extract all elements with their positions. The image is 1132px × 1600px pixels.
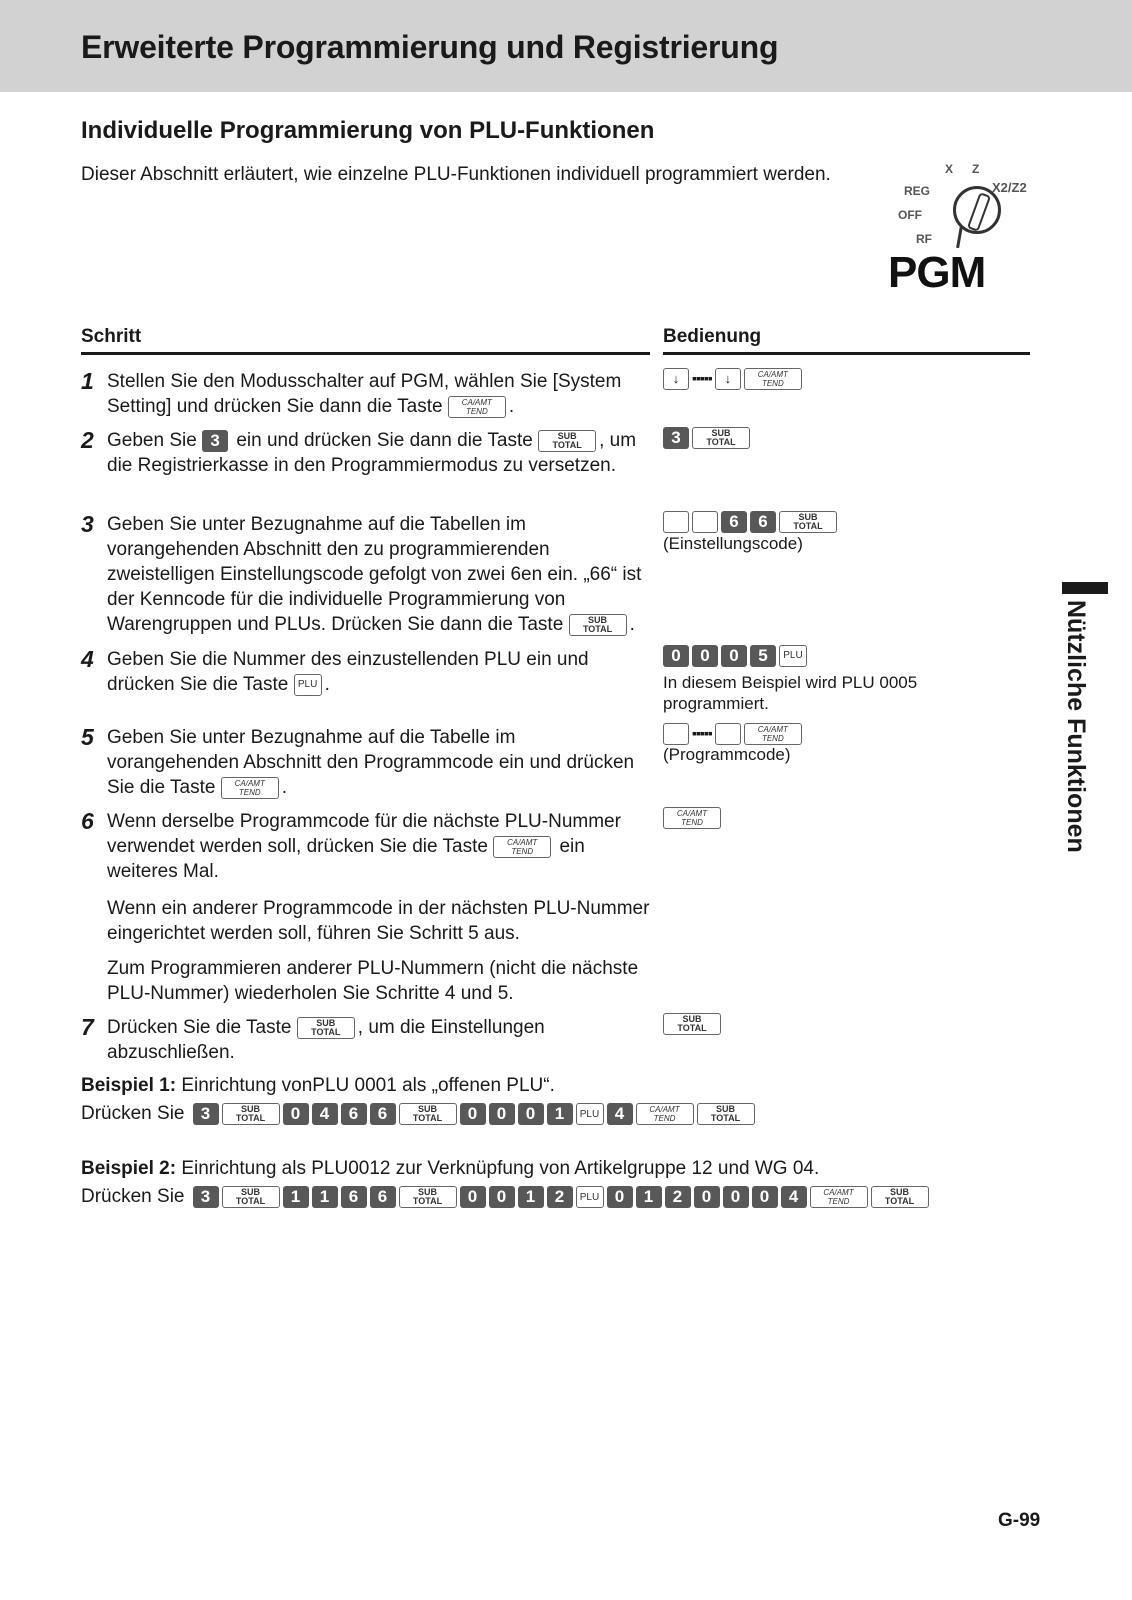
repeat-dots: ▪▪▪▪▪ — [692, 370, 712, 387]
plu-key: PLU — [294, 674, 322, 696]
column-header-operation: Bedienung — [663, 326, 1030, 355]
step-number: 5 — [81, 724, 94, 750]
step-number: 2 — [81, 427, 94, 453]
dial-label-x: X — [945, 162, 954, 176]
subtotal-key: SUB TOTAL — [399, 1186, 457, 1208]
caamt-tend-key: CA/AMT TEND — [663, 807, 721, 829]
dial-label-rf: RF — [916, 232, 932, 246]
caamt-tend-key: CA/AMT TEND — [810, 1186, 868, 1208]
step-4: 4 Geben Sie die Nummer des einzustellenden PLU ein und drücken Sie die Taste PLU . — [81, 646, 589, 695]
digit-key: 5 — [750, 645, 776, 667]
caamt-tend-key: CA/AMT TEND — [744, 368, 802, 390]
digit-key: 0 — [518, 1103, 544, 1125]
digit-key: 1 — [283, 1186, 309, 1208]
digit-key: 6 — [341, 1186, 367, 1208]
digit-key: 3 — [663, 427, 689, 449]
operation-step-5 — [663, 722, 805, 745]
digit-key: 6 — [721, 511, 747, 533]
step-1: 1 Stellen Sie den Modusschalter auf PGM, wählen Sie [System Setting] und drücken Sie dann die Taste CA/AMT TEND . — [81, 368, 622, 417]
step-text: Geben Sie die Nummer des einzustellenden PLU ein und drücken Sie die Taste — [107, 649, 589, 695]
step-number: 6 — [81, 808, 94, 834]
digit-key: 0 — [752, 1186, 778, 1208]
step-text: Wenn derselbe Programmcode für die nächste PLU-Nummer verwendet werden soll, drücken Sie die Taste — [107, 811, 621, 857]
example-label: Beispiel 2: — [81, 1158, 177, 1179]
subtotal-key: SUB TOTAL — [697, 1103, 755, 1125]
step-text: Stellen Sie den Modusschalter auf PGM, wählen Sie [System Setting] und drücken Sie dann die Taste — [107, 371, 622, 417]
page-number: G-99 — [998, 1510, 1041, 1531]
digit-key: 4 — [607, 1103, 633, 1125]
example-1-keys — [81, 1103, 758, 1125]
step-3: 3 Geben Sie unter Bezugnahme auf die Tabellen im vorangehenden Abschnitt den zu programmierenden zweistelligen Einstellungscode gefolgt von zwei 6en ein. „66“ ist der Kenncode für die individuelle Programmierung von Warengruppen und PLUs. Drücken Sie dann die Taste SUB TOTAL . — [81, 511, 642, 635]
digit-key: 6 — [370, 1186, 396, 1208]
press-label: Drücken Sie — [81, 1103, 185, 1124]
caamt-tend-key: CA/AMT TEND — [636, 1103, 694, 1125]
subtotal-key: SUB TOTAL — [297, 1017, 355, 1039]
digit-key: 3 — [193, 1186, 219, 1208]
example-2-keys — [81, 1186, 932, 1208]
side-tab-marker — [1062, 582, 1108, 594]
blank-digit-key — [715, 723, 741, 745]
subtotal-key: SUB TOTAL — [569, 614, 627, 636]
digit-key: 1 — [518, 1186, 544, 1208]
caamt-tend-key: CA/AMT TEND — [448, 396, 506, 418]
page-header — [0, 0, 1132, 92]
subtotal-key: SUB TOTAL — [871, 1186, 929, 1208]
operation-caption: (Einstellungscode) — [663, 534, 803, 553]
press-label: Drücken Sie — [81, 1186, 185, 1207]
subtotal-key: SUB TOTAL — [779, 511, 837, 533]
digit-key: 1 — [312, 1186, 338, 1208]
plu-key: PLU — [779, 645, 807, 667]
digit-key: 0 — [460, 1186, 486, 1208]
operation-step-3 — [663, 510, 840, 533]
operation-step-7 — [663, 1012, 724, 1035]
step-5: 5 Geben Sie unter Bezugnahme auf die Tabelle im vorangehenden Abschnitt den Programmcode ein und drücken Sie die Taste CA/AMT TEND . — [81, 724, 635, 798]
side-tab-label: Nützliche Funktionen — [1062, 600, 1090, 853]
dial-label-x2z2: X2/Z2 — [992, 180, 1027, 195]
step-7: 7 Drücken Sie die Taste SUB TOTAL , um die Einstellungen abzuschließen. — [81, 1014, 545, 1063]
step-6-note-1: Wenn ein anderer Programmcode in der nächsten PLU-Nummer eingerichtet werden soll, führen Sie Schritt 5 aus. — [107, 898, 650, 944]
example-label: Beispiel 1: — [81, 1075, 177, 1096]
operation-step-4 — [663, 644, 810, 667]
caamt-tend-key: CA/AMT TEND — [493, 836, 551, 858]
step-number: 3 — [81, 511, 94, 537]
operation-step-2 — [663, 426, 753, 449]
digit-key: 4 — [312, 1103, 338, 1125]
dial-mode-pgm: PGM — [888, 248, 986, 297]
digit-key: 2 — [547, 1186, 573, 1208]
operation-caption: (Programmcode) — [663, 745, 791, 764]
dial-label-z: Z — [972, 162, 980, 176]
digit-key: 1 — [636, 1186, 662, 1208]
example-1-heading — [81, 1073, 555, 1098]
repeat-dots: ▪▪▪▪▪ — [692, 725, 712, 742]
subtotal-key: SUB TOTAL — [399, 1103, 457, 1125]
subtotal-key: SUB TOTAL — [663, 1013, 721, 1035]
step-number: 7 — [81, 1014, 94, 1040]
operation-step-1 — [663, 367, 805, 390]
subtotal-key: SUB TOTAL — [538, 430, 596, 452]
step-number: 4 — [81, 646, 94, 672]
blank-digit-key — [663, 723, 689, 745]
dial-pointer — [956, 226, 963, 248]
blank-digit-key — [692, 511, 718, 533]
dial-label-reg: REG — [904, 184, 931, 198]
digit-key: 0 — [663, 645, 689, 667]
digit-key: 0 — [721, 645, 747, 667]
down-arrow-key: ↓ — [663, 368, 689, 390]
digit-key: 0 — [489, 1186, 515, 1208]
digit-key: 0 — [607, 1186, 633, 1208]
digit-key: 4 — [781, 1186, 807, 1208]
digit-key: 0 — [692, 645, 718, 667]
step-6-note-2: Zum Programmieren anderer PLU-Nummern (nicht die nächste PLU-Nummer) wiederholen Sie Schritte 4 und 5. — [107, 958, 639, 1004]
step-2: 2 Geben Sie 3 ein und drücken Sie dann die Taste SUB TOTAL , um die Registrierkasse in den Programmiermodus zu versetzen. — [81, 427, 637, 476]
operation-step-6 — [663, 806, 724, 829]
caamt-tend-key: CA/AMT TEND — [221, 777, 279, 799]
digit-key: 2 — [665, 1186, 691, 1208]
down-arrow-key: ↓ — [715, 368, 741, 390]
subtotal-key: SUB TOTAL — [222, 1103, 280, 1125]
digit-key: 1 — [547, 1103, 573, 1125]
plu-key: PLU — [576, 1186, 604, 1208]
example-2-heading — [81, 1156, 819, 1181]
plu-key: PLU — [576, 1103, 604, 1125]
step-number: 1 — [81, 368, 94, 394]
mode-switch-illustration — [880, 160, 1060, 300]
digit-key: 6 — [370, 1103, 396, 1125]
step-6: 6 Wenn derselbe Programmcode für die nächste PLU-Nummer verwendet werden soll, drücken Sie die Taste CA/AMT TEND ein weiteres Mal. — [81, 808, 621, 882]
example-text: Einrichtung als PLU0012 zur Verknüpfung von Artikelgruppe 12 und WG 04. — [176, 1158, 820, 1179]
caamt-tend-key: CA/AMT TEND — [744, 723, 802, 745]
digit-key: 0 — [694, 1186, 720, 1208]
digit-key: 0 — [283, 1103, 309, 1125]
digit-key: 0 — [460, 1103, 486, 1125]
step-text: Geben Sie unter Bezugnahme auf die Tabellen im vorangehenden Abschnitt den zu programmierenden zweistelligen Einstellungscode gefolgt von zwei 6en ein. „66“ ist der Kenncode für die individuelle Programmierung von Warengruppen und PLUs. Drücken Sie dann die Taste — [107, 514, 642, 635]
example-text: Einrichtung vonPLU 0001 als „offenen PLU“. — [176, 1075, 555, 1096]
digit-key: 6 — [750, 511, 776, 533]
step-text: Geben Sie unter Bezugnahme auf die Tabelle im vorangehenden Abschnitt den Programmcode ein und drücken Sie die Taste — [107, 727, 635, 798]
dial-label-off: OFF — [898, 208, 922, 222]
digit-key: 3 — [193, 1103, 219, 1125]
step-text: Geben Sie — [107, 430, 197, 451]
operation-note: In diesem Beispiel wird PLU 0005 programmiert. — [663, 673, 918, 713]
subtotal-key: SUB TOTAL — [222, 1186, 280, 1208]
section-title: Individuelle Programmierung von PLU-Funktionen — [81, 117, 655, 144]
digit-key: 6 — [341, 1103, 367, 1125]
page-title: Erweiterte Programmierung und Registrierung — [81, 29, 779, 65]
digit-key: 3 — [202, 430, 228, 452]
column-header-step: Schritt — [81, 326, 650, 355]
digit-key: 0 — [723, 1186, 749, 1208]
intro-text: Dieser Abschnitt erläutert, wie einzelne PLU-Funktionen individuell programmiert werden. — [81, 164, 831, 185]
subtotal-key: SUB TOTAL — [692, 427, 750, 449]
step-text: Drücken Sie die Taste — [107, 1017, 292, 1038]
blank-digit-key — [663, 511, 689, 533]
digit-key: 0 — [489, 1103, 515, 1125]
